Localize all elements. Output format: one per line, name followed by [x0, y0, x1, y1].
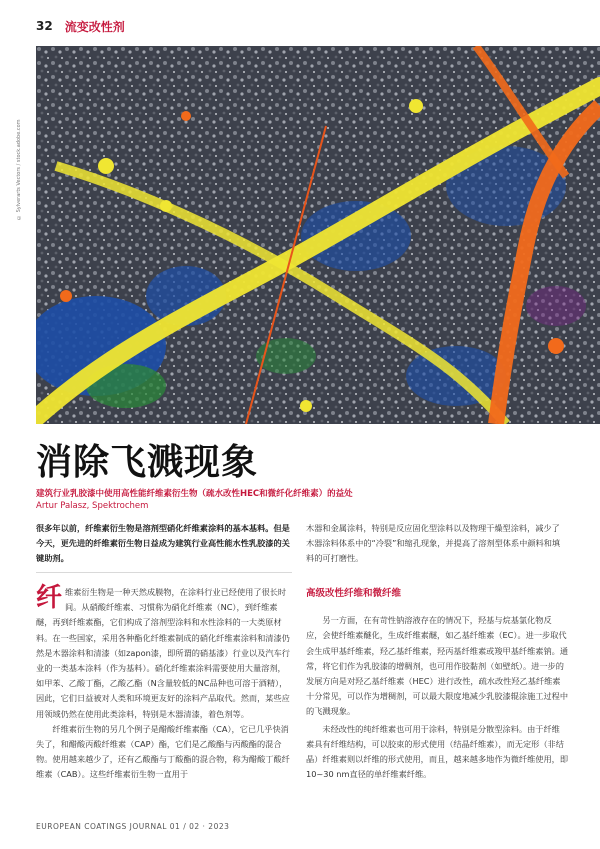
body-paragraph: 纤维素衍生物的另几个例子是醋酸纤维素酯（CA），它已几乎快消失了，和醋酸丙酸纤维素（CAP）酯，它们是乙酸酯与丙酸酯的混合物。使用越来越少了，还有乙酸酯与丁酸酯的混合物，称为醋酸丁酸纤维素（CAB）。这些纤维素衍生物一直用于 [36, 723, 290, 780]
page-header [36, 18, 125, 34]
intro-continued: 木器和金属涂料，特别是反应固化型涂料以及物理干燥型涂料，减少了木器涂料体系中的“冷裂”和缩孔现象，并提高了溶剂型体系中颜料和填料的可打磨性。 [306, 523, 561, 563]
intro-lead: 很多年以前，纤维素衍生物是溶剂型硝化纤维素涂料的基本基料。但是今天，更先进的纤维素衍生物日益成为建筑行业高性能水性乳胶漆的关键助剂。 [36, 523, 290, 563]
article-title: 消除飞溅现象 [36, 442, 259, 483]
body-column-left [36, 585, 292, 783]
body-paragraph: 纤维素衍生物是一种天然成膜物，在涂料行业已经使用了很长时间。从硝酸纤维素、习惯称为硝化纤维素（NC），到纤维素醚，再到纤维素酯，它们构成了溶剂型涂料和水性涂料的一大类原材料。在一些国家，采用各种酯化纤维素制成的硝化纤维素涂料和清漆仍然是木器涂料和清漆（如zapon漆，即所谓的硝基漆）行业以及汽车行业的一类基本涂料（作为基料）。硝化纤维素涂料需要使用大量溶剂，如甲苯、乙酸丁酯，乙酸乙酯（N含量较低的NC品种也可溶于酒精），因此，它们日益被对人类和环境更友好的涂料产品取代。然而，某些应用领域仍然在使用此类涂料，特别是木器清漆，着色剂等。 [36, 583, 290, 719]
section-heading: 高级改性纤维和微纤维 [306, 588, 402, 599]
section-title: 流变改性剂 [64, 19, 125, 34]
body-paragraph: 未经改性的纯纤维素也可用于涂料，特别是分散型涂料。由于纤维素具有纤维结构，可以胶束的形式使用（结晶纤维素），而无定形（非结晶）纤维素则以纤维的形式使用，而且，越来越多地作为微纤维使用，即10~30 nm直径的单纤维素纤维。 [306, 723, 569, 780]
page-number: 32 [36, 19, 53, 33]
paint-splatter-photo [36, 46, 600, 424]
article-subtitle: 建筑行业乳胶漆中使用高性能纤维素衍生物（疏水改性HEC和微纤化纤维素）的益处 [36, 489, 353, 499]
body-column-right [306, 586, 568, 782]
body-paragraph: 另一方面，在有苛性钠溶液存在的情况下，羟基与烷基氯化物反应，会使纤维素醚化，生成纤维素醚，如乙基纤维素（EC）。进一步取代会生成甲基纤维素，羟乙基纤维素，羟丙基纤维素或羧甲基纤维素钠。通常，将它们作为乳胶漆的增稠剂，也可用作胶黏剂（如壁纸）。进一步的发展方向是对羟乙基纤维素（HEC）进行改性，疏水改性羟乙基纤维素十分常见，可以作为增稠剂，可以最大限度地减少乳胶漆辊涂施工过程中的飞溅现象。 [306, 615, 569, 717]
photo-credit: © Sylverarts Vectors / stock.adobe.com [16, 119, 22, 220]
divider [36, 572, 292, 573]
hero-photo [36, 46, 600, 424]
article-authors: Artur Palasz, Spektrochem [36, 501, 149, 511]
drop-cap: 纤 [36, 583, 63, 613]
page-footer: EUROPEAN COATINGS JOURNAL 01 / 02 · 2023 [36, 822, 230, 831]
